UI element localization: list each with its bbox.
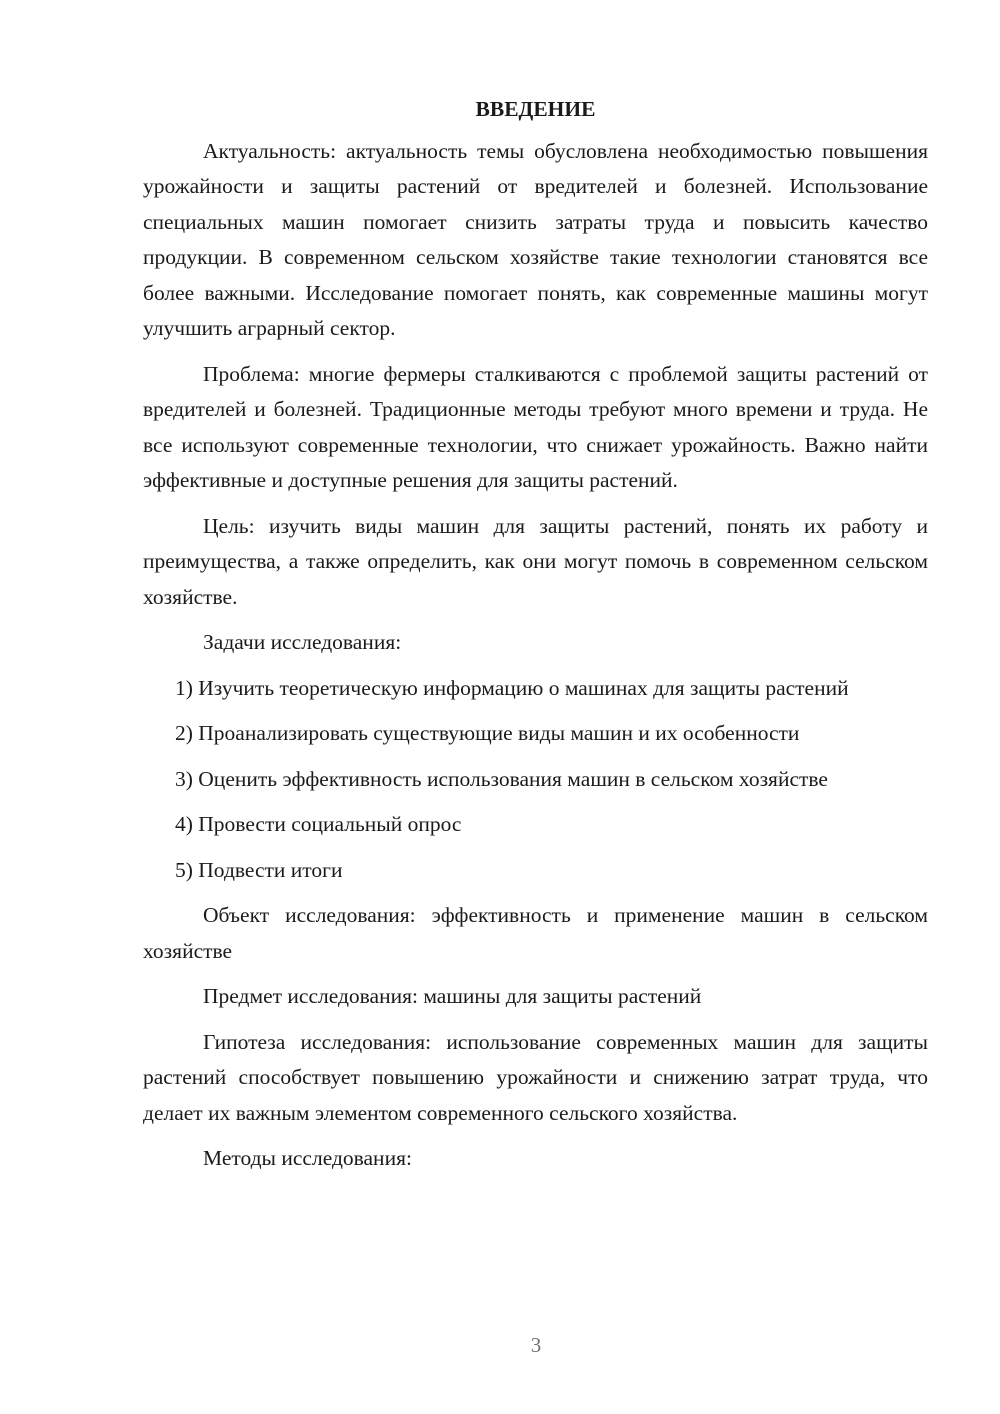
tasks-heading: Задачи исследования: bbox=[203, 630, 402, 654]
tasks-list bbox=[143, 671, 928, 889]
document-page bbox=[143, 92, 928, 1177]
page-title: ВВЕДЕНИЕ bbox=[475, 97, 596, 121]
list-item: 1) Изучить теоретическую информацию о машинах для защиты растений bbox=[175, 675, 849, 700]
hypothesis-paragraph: Гипотеза исследования: использование современных машин для защиты растений способствует повышению урожайности и снижению затрат труда, что делает их важным элементом современного сельского хозяйства. bbox=[143, 1029, 928, 1125]
relevance-paragraph: Актуальность: актуальность темы обусловлена необходимостью повышения урожайности и защиты растений от вредителей и болезней. Использование специальных машин помогает снизить затраты труда и повысить качество продукции. В современном сельском хозяйстве такие технологии становятся все более важными. Исследование помогает понять, как современные машины могут улучшить аграрный сектор. bbox=[143, 138, 928, 340]
object-paragraph: Объект исследования: эффективность и применение машин в сельском хозяйстве bbox=[143, 903, 928, 963]
page-number: 3 bbox=[530, 1333, 542, 1357]
methods-heading: Методы исследования: bbox=[203, 1146, 412, 1170]
list-item: 3) Оценить эффективность использования машин в сельском хозяйстве bbox=[175, 766, 828, 791]
list-item: 2) Проанализировать существующие виды машин и их особенности bbox=[175, 721, 800, 745]
list-item: 4) Провести социальный опрос bbox=[175, 812, 462, 836]
subject-paragraph: Предмет исследования: машины для защиты растений bbox=[203, 984, 702, 1008]
problem-paragraph: Проблема: многие фермеры сталкиваются с проблемой защиты растений от вредителей и болезней. Традиционные методы требуют много времени и труда. Не все используют современные технологии, что снижает урожайность. Важно найти эффективные и доступные решения для защиты растений. bbox=[143, 361, 928, 492]
list-item: 5) Подвести итоги bbox=[175, 857, 343, 882]
goal-paragraph: Цель: изучить виды машин для защиты растений, понять их работу и преимущества, а также определить, как они могут помочь в современном сельском хозяйстве. bbox=[143, 513, 928, 609]
